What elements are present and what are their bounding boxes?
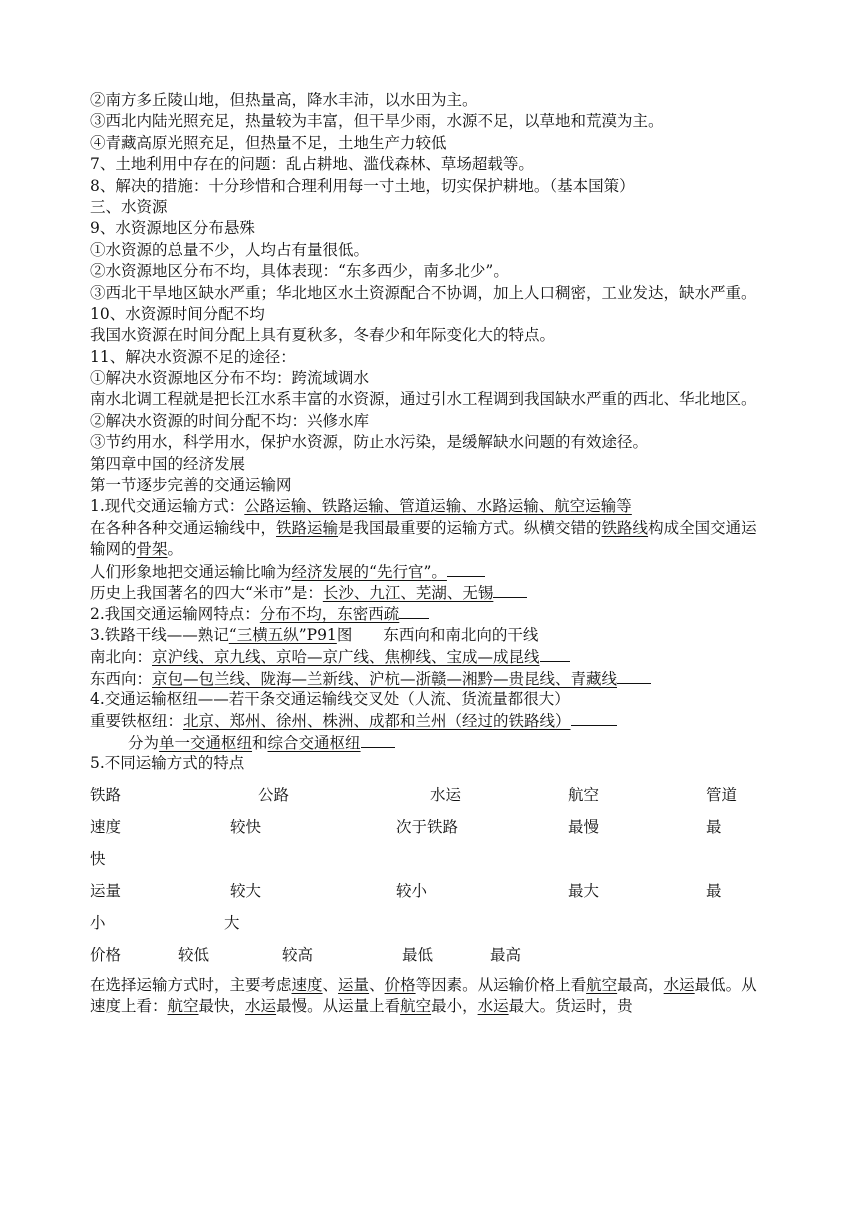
table-cell: 最低 bbox=[402, 945, 434, 964]
network-feature-line: 2.我国交通运输网特点：分布不均，东密西疏 bbox=[90, 603, 772, 624]
underlined-text: 经济发展的“先行官” bbox=[291, 562, 432, 581]
transport-comparison-table bbox=[90, 775, 772, 971]
underlined-text: 北京、郑州、徐州、株洲、成都和兰州（经过的铁路线） bbox=[183, 712, 571, 731]
table-cell: 较高 bbox=[282, 945, 314, 964]
underlined-text: 价格 bbox=[384, 975, 416, 994]
text-line: 7、土地利用中存在的问题：乱占耕地、滥伐森林、草场超载等。 bbox=[90, 155, 534, 174]
table-row bbox=[90, 939, 772, 971]
railway-importance-paragraph: 在各种各种交通运输线中，铁路运输是我国最重要的运输方式。纵横交错的铁路线构成全国交通运输网的骨架。 bbox=[90, 518, 757, 559]
blank-line bbox=[540, 646, 570, 662]
transport-features-heading: 5.不同运输方式的特点 bbox=[90, 754, 245, 773]
underlined-text: 运量 bbox=[338, 975, 370, 994]
underlined-text: 京沪线、京九线、京哈—京广线、焦柳线、宝成—成昆线 bbox=[152, 648, 540, 667]
text-line: ③节约用水，科学用水，保护水资源，防止水污染，是缓解缺水问题的有效途径。 bbox=[90, 433, 649, 452]
east-west-lines: 东西向：京包—包兰线、陇海—兰新线、沪杭—浙赣—湘黔—贵昆线、青藏线 bbox=[90, 668, 772, 689]
table-cell: 管道 bbox=[706, 785, 738, 804]
text-line: 11、解决水资源不足的途径： bbox=[90, 347, 296, 366]
table-cell: 价格 bbox=[90, 945, 122, 964]
table-cell: 较小 bbox=[396, 881, 428, 900]
table-cell: 最高 bbox=[490, 945, 522, 964]
blank-line bbox=[447, 561, 485, 577]
transport-modes-line: 1.现代交通运输方式：公路运输、铁路运输、管道运输、水路运输、航空运输等 bbox=[90, 497, 632, 516]
underlined-text: 航空 bbox=[167, 996, 199, 1015]
underlined-text: 铁路运输 bbox=[276, 518, 339, 537]
text-line: ①解决水资源地区分布不均：跨流域调水 bbox=[90, 369, 370, 388]
table-row bbox=[90, 811, 772, 843]
blank-line bbox=[361, 732, 395, 748]
text-line: ④青藏高原光照充足，但热量不足，土地生产力较低 bbox=[90, 133, 447, 152]
underlined-text: 公路运输、铁路运输、管道运输、水路运输、航空运输等 bbox=[244, 497, 632, 516]
table-cell: 运量 bbox=[90, 881, 122, 900]
text-line: ②水资源地区分布不均，具体表现：“东多西少，南多北少”。 bbox=[90, 262, 509, 281]
transport-choice-paragraph: 在选择运输方式时，主要考虑速度、运量、价格等因素。从运输价格上看航空最高，水运最低。从速度上看：航空最快，水运最慢。从运量上看航空最小，水运最大。货运时，贵 bbox=[90, 975, 757, 1015]
table-row bbox=[90, 907, 772, 939]
underlined-text: 骨架 bbox=[136, 540, 168, 559]
underlined-text: 水运 bbox=[477, 996, 509, 1015]
railway-hubs-line: 重要铁枢纽：北京、郑州、徐州、株洲、成都和兰州（经过的铁路线） bbox=[90, 710, 772, 731]
section-heading: 第一节逐步完善的交通运输网 bbox=[90, 476, 292, 495]
blank-line bbox=[571, 710, 617, 726]
table-cell: 铁路 bbox=[90, 785, 122, 804]
table-row bbox=[90, 779, 772, 811]
hub-definition-line: 4.交通运输枢纽——若干条交通运输线交叉处（人流、货流量都很大） bbox=[90, 690, 570, 708]
railway-trunk-line: 3.铁路干线——熟记“三横五纵”P91图 东西向和南北向的干线 bbox=[90, 625, 539, 644]
text-line: 我国水资源在时间分配上具有夏秋多，冬春少和年际变化大的特点。 bbox=[90, 326, 556, 345]
underlined-text: 航空 bbox=[586, 975, 618, 994]
text-line: 10、水资源时间分配不均 bbox=[90, 304, 265, 323]
underlined-text: 长沙、九江、芜湖、无锡 bbox=[322, 584, 494, 603]
text-line: 9、水资源地区分布悬殊 bbox=[90, 219, 255, 238]
underlined-text: 分布不均，东密西疏 bbox=[259, 605, 400, 624]
underlined-text: 铁路线 bbox=[601, 518, 649, 537]
table-cell: 最慢 bbox=[568, 817, 600, 836]
rice-markets-line: 历史上我国著名的四大“米市”是：长沙、九江、芜湖、无锡 bbox=[90, 582, 772, 603]
underlined-text: 综合交通枢纽 bbox=[267, 733, 361, 752]
text-line: ①水资源的总量不少，人均占有量很低。 bbox=[90, 240, 370, 259]
table-row bbox=[90, 875, 772, 907]
underlined-text: 航空 bbox=[400, 996, 432, 1015]
underlined-text: 京包—包兰线、陇海—兰新线、沪杭—浙赣—湘黔—贵昆线、青藏线 bbox=[152, 669, 618, 688]
table-cell: 大 bbox=[224, 913, 240, 932]
table-cell: 水运 bbox=[430, 785, 462, 804]
underlined-text: 水运 bbox=[663, 975, 695, 994]
section-heading: 三、水资源 bbox=[90, 197, 168, 216]
table-cell: 较低 bbox=[178, 945, 210, 964]
blank-line bbox=[617, 668, 651, 684]
blank-line bbox=[493, 582, 527, 598]
underlined-text: 水运 bbox=[245, 996, 277, 1015]
table-cell: 航空 bbox=[568, 785, 600, 804]
table-cell: 最大 bbox=[568, 881, 600, 900]
blank-line bbox=[399, 603, 429, 619]
text-paragraph: ③西北干旱地区缺水严重；华北地区水土资源配合不协调，加上人口稠密，工业发达，缺水严重。 bbox=[90, 283, 757, 302]
text-paragraph: 南水北调工程就是把长江水系丰富的水资源，通过引水工程调到我国缺水严重的西北、华北地区。 bbox=[90, 390, 757, 409]
table-row bbox=[90, 843, 772, 875]
text-line: ②南方多丘陵山地，但热量高，降水丰沛，以水田为主。 bbox=[90, 91, 478, 109]
table-cell: 较大 bbox=[230, 881, 262, 900]
table-cell: 公路 bbox=[258, 785, 290, 804]
table-cell: 最 bbox=[706, 817, 722, 836]
document-page bbox=[90, 90, 772, 1017]
chapter-heading: 第四章中国的经济发展 bbox=[90, 454, 246, 473]
text-line: ②解决水资源的时间分配不均：兴修水库 bbox=[90, 411, 370, 430]
text-line: ③西北内陆光照充足，热量较为丰富，但干旱少雨，水源不足，以草地和荒漠为主。 bbox=[90, 112, 664, 131]
underlined-text: “三横五纵”P91 bbox=[228, 625, 337, 644]
table-cell: 最 bbox=[706, 881, 722, 900]
underlined-text: 单一交通枢纽 bbox=[159, 733, 253, 752]
north-south-lines: 南北向：京沪线、京九线、京哈—京广线、焦柳线、宝成—成昆线 bbox=[90, 646, 772, 667]
hub-types-line: 分为单一交通枢纽和综合交通枢纽 bbox=[90, 732, 772, 753]
table-cell: 次于铁路 bbox=[396, 817, 459, 836]
table-cell: 速度 bbox=[90, 817, 122, 836]
metaphor-line: 人们形象地把交通运输比喻为经济发展的“先行官”。 bbox=[90, 561, 772, 582]
table-cell: 小 bbox=[90, 913, 106, 932]
table-cell: 快 bbox=[90, 849, 106, 868]
underlined-text: 速度 bbox=[291, 975, 323, 994]
table-cell: 较快 bbox=[230, 817, 262, 836]
text-line: 8、解决的措施：十分珍惜和合理利用每一寸土地，切实保护耕地。（基本国策） bbox=[90, 176, 635, 195]
